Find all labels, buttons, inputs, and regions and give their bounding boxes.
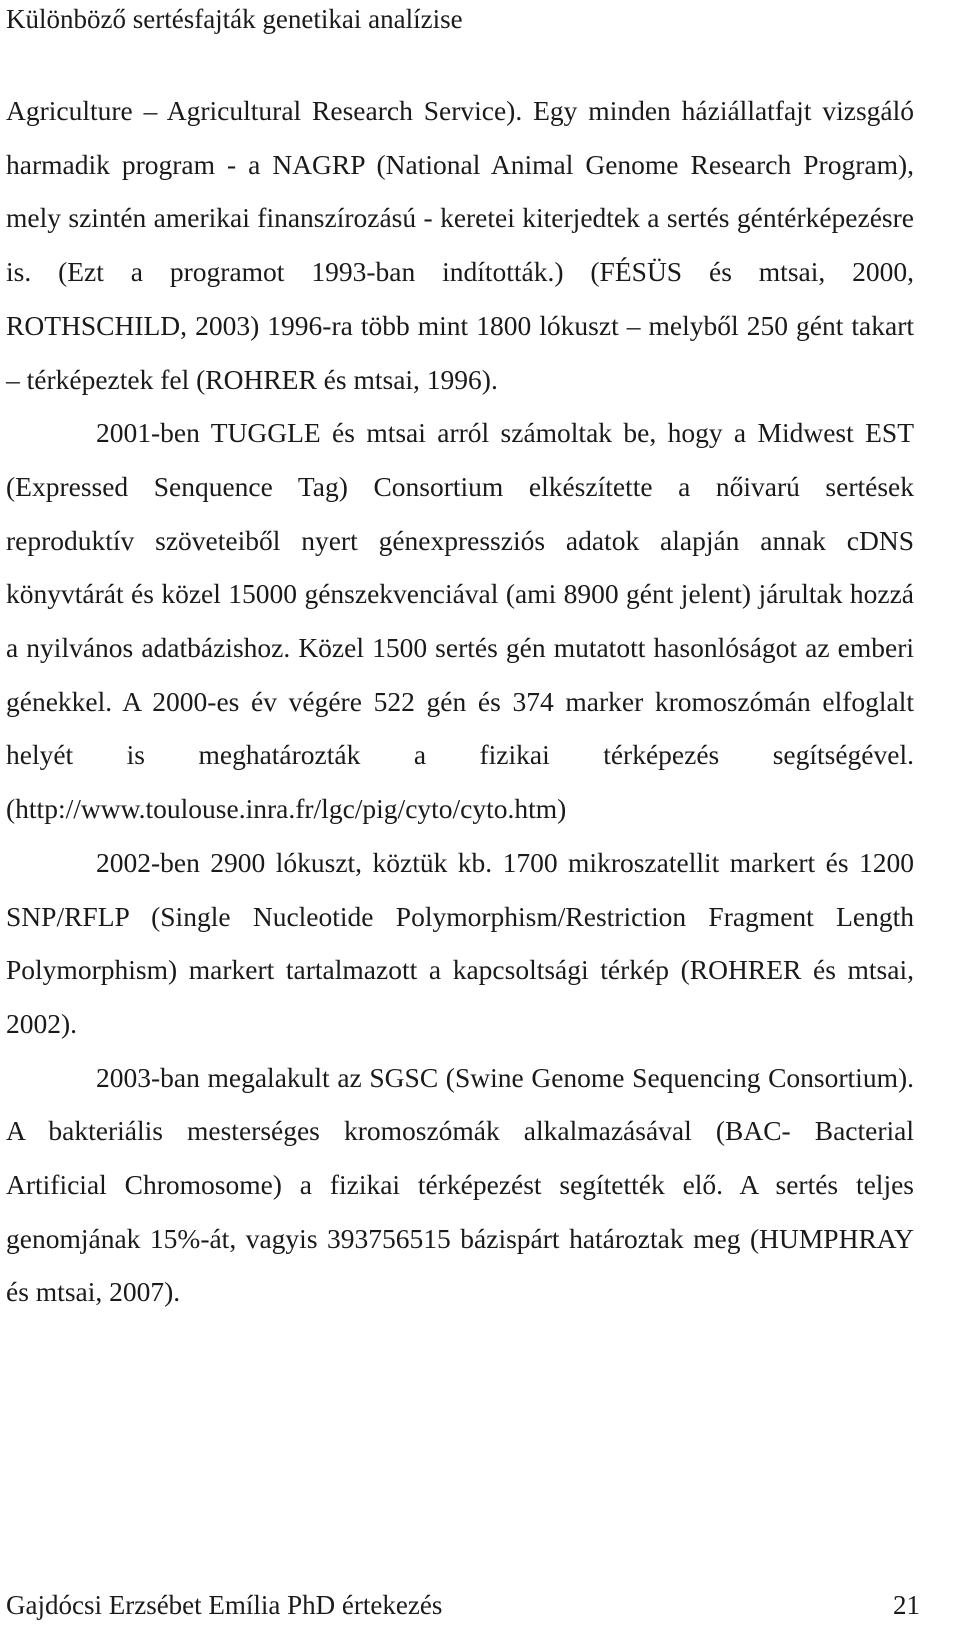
footer-author: Gajdócsi Erzsébet Emília PhD értekezés [6,1590,443,1620]
paragraph-2002: 2002-ben 2900 lókuszt, köztük kb. 1700 mikroszatellit markert és 1200 SNP/RFLP (Single Nucleotide Polymorphism/Restriction Fragment Length Polymorphism) markert tartalmazott a kapcsoltsági térkép (ROHRER és mtsai, 2002). [6,846,914,1039]
running-header-title: Különböző sertésfajták genetikai analízise [6,4,463,34]
page-number: 21 [893,1590,920,1620]
paragraph-continuation: Agriculture – Agricultural Research Service). Egy minden háziállatfajt vizsgáló harmadik program - a NAGRP (National Animal Genome Research Program), mely szintén amerikai finanszírozású - keretei kiterjedtek a sertés géntérképezésre is. (Ezt a programot 1993-ban indították.) (FÉSÜS és mtsai, 2000, ROTHSCHILD, 2003) 1996-ra több mint 1800 lókuszt – melyből 250 gént takart – térképeztek fel (ROHRER és mtsai, 1996). [6,95,914,395]
paragraph-2003: 2003-ban megalakult az SGSC (Swine Genome Sequencing Consortium). A bakteriális mesterséges kromoszómák alkalmazásával (BAC- Bacterial Artificial Chromosome) a fizikai térképezést segítették elő. A sertés teljes genomjának 15%-át, vagyis 393756515 bázispárt határoztak meg (HUMPHRAY és mtsai, 2007). [6,1061,914,1308]
running-header [6,2,463,36]
paragraph-2001: 2001-ben TUGGLE és mtsai arról számoltak be, hogy a Midwest EST (Expressed Senquence Tag) Consortium elkészítette a nőivarú sertések reproduktív szöveteiből nyert génexpressziós adatok alapján annak cDNS könyvtárát és közel 15000 génszekvenciával (ami 8900 gént jelent) járultak hozzá a nyilvános adatbázishoz. Közel 1500 sertés gén mutatott hasonlóságot az emberi génekkel. A 2000-es év végére 522 gén és 374 marker kromoszómán elfoglalt helyét is meghatározták a fizikai térképezés segítségével. (http://www.toulouse.inra.fr/lgc/pig/cyto/cyto.htm) [6,417,914,825]
page-footer [6,1588,920,1622]
document-body [6,84,914,1319]
